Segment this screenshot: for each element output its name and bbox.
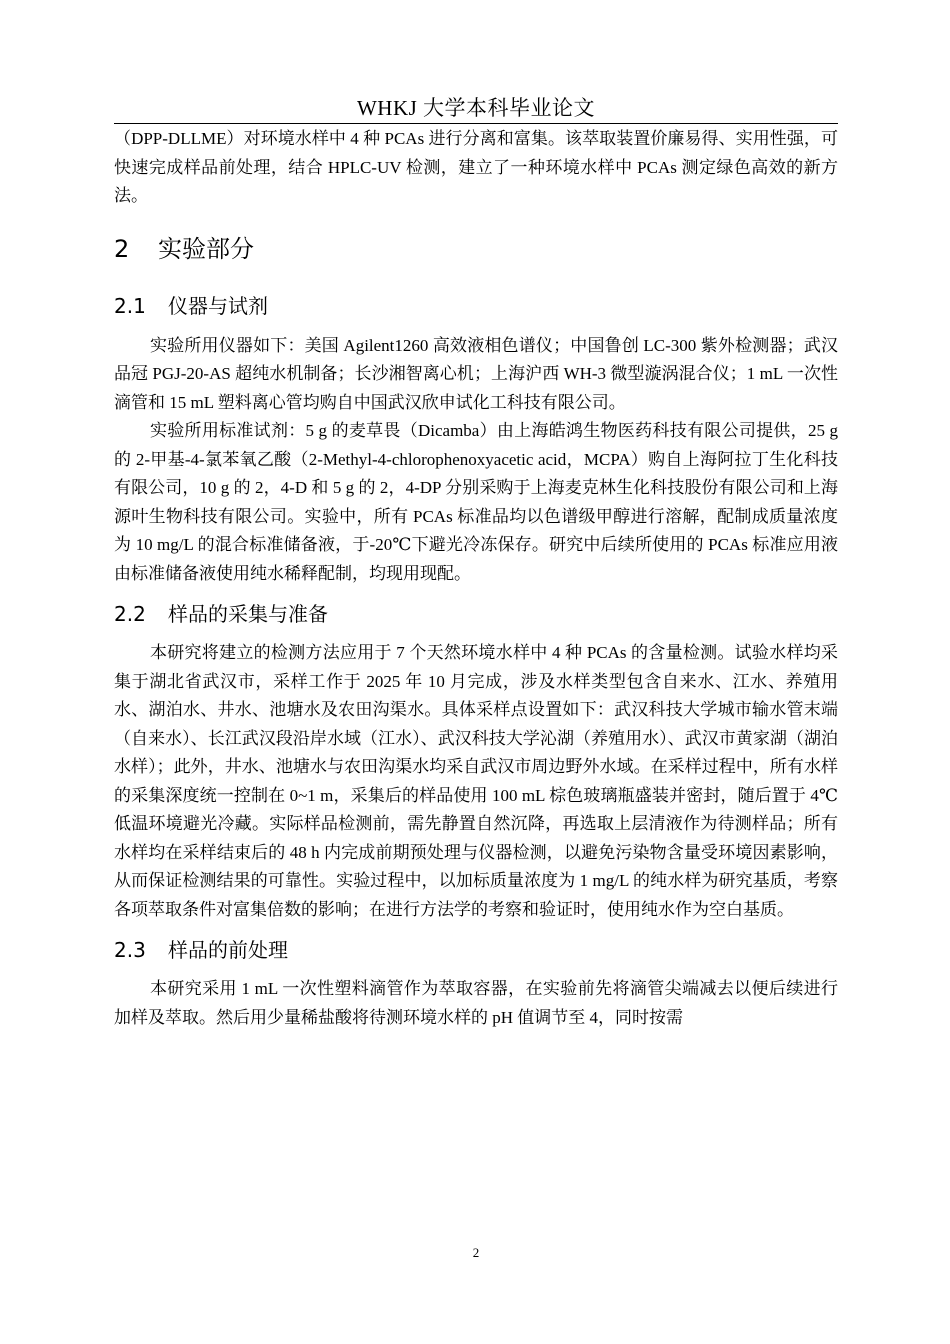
paragraph-pretreatment: 本研究采用 1 mL 一次性塑料滴管作为萃取容器，在实验前先将滴管尖端减去以便后续进行加样及萃取。然后用少量稀盐酸将待测环境水样的 pH 值调节至 4，同时按需 [114, 979, 838, 1027]
paragraph-instruments: 实验所用仪器如下：美国 Agilent1260 高效液相色谱仪；中国鲁创 LC-300 紫外检测器；武汉品冠 PGJ-20-AS 超纯水机制备；长沙湘智离心机；上海沪西 WH-3 微型漩涡混合仪；1 mL 一次性滴管和 15 mL 塑料离心管均购自中国武汉欣申试化工科技有限公司。 [114, 335, 838, 412]
paragraph-reagents: 实验所用标准试剂：5 g 的麦草畏（Dicamba）由上海皓鸿生物医药科技有限公司提供，25 g 的 2-甲基-4-氯苯氧乙酸（2-Methyl-4-chlorophenoxyacetic acid，MCPA）购自上海阿拉丁生化科技有限公司，10 g 的 2，4-D 和 5 g 的 2，4-DP 分别采购于上海麦克林生化科技股份有限公司和上海源叶生物科技有限公司。实验中，所有 PCAs 标准品均以色谱级甲醇进行溶解，配制成质量浓度为 10 mg/L 的混合标准储备液，于-20℃下避光冷冻保存。研究中后续所使用的 PCAs 标准应用液由标准储备液使用纯水稀释配制，均现用现配。 [114, 421, 838, 583]
subsection-number: 2.2 [114, 602, 146, 626]
page-number: 2 [472, 1245, 480, 1260]
subsection-number: 2.3 [114, 938, 146, 962]
subsection-heading-2-1 [114, 292, 838, 320]
subsection-title: 仪器与试剂 [168, 293, 268, 318]
subsection-heading-2-3 [114, 936, 838, 964]
section-number: 2 [114, 234, 130, 263]
header-rule [114, 123, 838, 124]
running-header: WHKJ 大学本科毕业论文 [356, 96, 596, 120]
section-heading [114, 233, 838, 265]
paragraph-sampling: 本研究将建立的检测方法应用于 7 个天然环境水样中 4 种 PCAs 的含量检测。试验水样均采集于湖北省武汉市，采样工作于 2025 年 10 月完成，涉及水样类型包含自来水、江水、养殖用水、湖泊水、井水、池塘水及农田沟渠水。具体采样点设置如下：武汉科技大学城市输水管末端（自来水）、长江武汉段沿岸水域（江水）、武汉科技大学沁湖（养殖用水）、武汉市黄家湖（湖泊水样）；此外，井水、池塘水与农田沟渠水均采自武汉市周边野外水域。在采样过程中，所有水样的采集深度统一控制在 0~1 m，采集后的样品使用 100 mL 棕色玻璃瓶盛装并密封，随后置于 4℃低温环境避光冷藏。实际样品检测前，需先静置自然沉降，再选取上层清液作为待测样品；所有水样均在采样结束后的 48 h 内完成前期预处理与仪器检测，以避免污染物含量受环境因素影响，从而保证检测结果的可靠性。实验过程中，以加标质量浓度为 1 mg/L 的纯水样为研究基质，考察各项萃取条件对富集倍数的影响；在进行方法学的考察和验证时，使用纯水作为空白基质。 [114, 643, 838, 919]
page-body [114, 125, 838, 1032]
subsection-number: 2.1 [114, 293, 146, 318]
subsection-title: 样品的采集与准备 [168, 602, 328, 626]
subsection-title: 样品的前处理 [168, 938, 288, 962]
intro-paragraph: （DPP-DLLME）对环境水样中 4 种 PCAs 进行分离和富集。该萃取装置价廉易得、实用性强，可快速完成样品前处理，结合 HPLC-UV 检测，建立了一种环境水样中 PCAs 测定绿色高效的新方法。 [114, 129, 838, 205]
section-title: 实验部分 [158, 234, 254, 263]
subsection-heading-2-2 [114, 600, 838, 628]
